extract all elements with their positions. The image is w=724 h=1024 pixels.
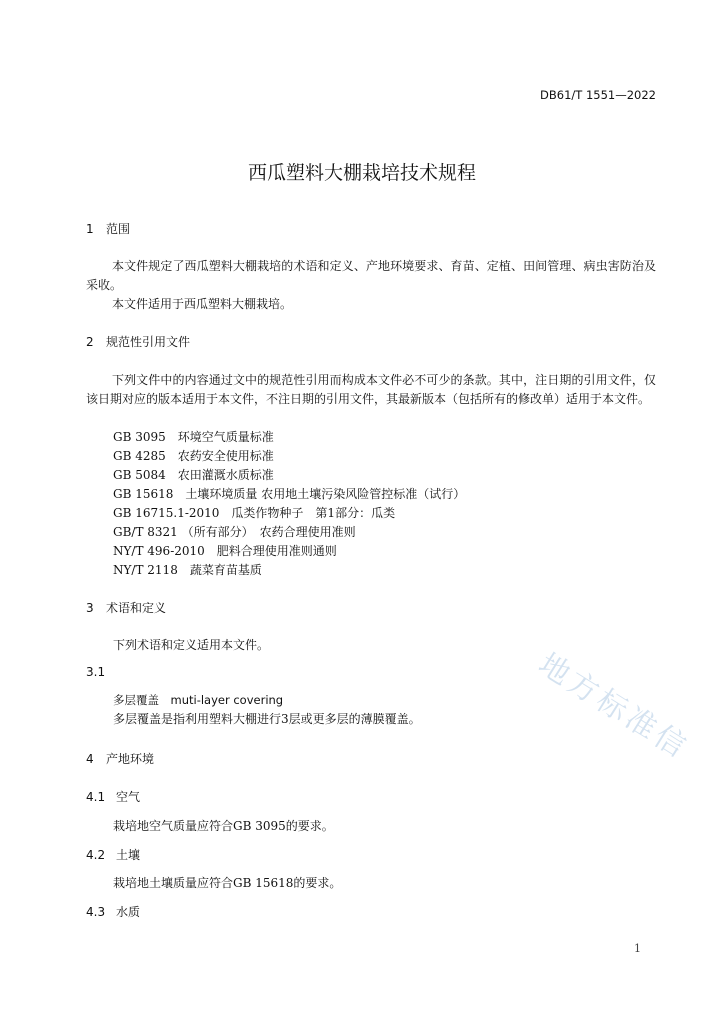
subsection-3-1-number: 3.1 — [86, 665, 106, 679]
document-code: DB61/T 1551—2022 — [540, 88, 656, 102]
section-1-paragraph-2: 本文件适用于西瓜塑料大棚栽培。 — [112, 297, 293, 311]
term-definition: 多层覆盖是指利用塑料大棚进行3层或更多层的薄膜覆盖。 — [113, 712, 421, 726]
document-title: 西瓜塑料大棚栽培技术规程 — [247, 162, 476, 184]
term-heading: 多层覆盖 muti-layer covering — [113, 693, 284, 707]
reference-item: NY/T 2118 蔬菜育苗基质 — [113, 563, 262, 577]
section-title: 产地环境 — [106, 752, 155, 766]
subsection-number: 4.3 — [86, 905, 106, 919]
reference-item: NY/T 496-2010 肥料合理使用准则通则 — [113, 544, 337, 558]
section-title: 规范性引用文件 — [106, 335, 191, 349]
subsection-4-1-heading — [86, 788, 140, 805]
subsection-4-1-text: 栽培地空气质量应符合GB 3095的要求。 — [113, 819, 334, 833]
section-number: 2 — [86, 335, 94, 349]
section-number: 1 — [86, 222, 94, 236]
section-1-paragraph-1: 本文件规定了西瓜塑料大棚栽培的术语和定义、产地环境要求、育苗、定植、田间管理、病虫害防治及采收。 — [86, 259, 656, 292]
subsection-title: 空气 — [116, 790, 141, 804]
section-4-heading — [86, 750, 154, 767]
section-2-paragraph-1: 下列文件中的内容通过文中的规范性引用而构成本文件必不可少的条款。其中，注日期的引用文件，仅该日期对应的版本适用于本文件，不注日期的引用文件，其最新版本（包括所有的修改单）适用于本文件。 — [86, 373, 656, 406]
section-number: 3 — [86, 601, 94, 615]
subsection-title: 土壤 — [116, 848, 141, 862]
reference-item: GB 15618 土壤环境质量 农用地土壤污染风险管控标准（试行） — [113, 487, 466, 501]
subsection-number: 4.1 — [86, 790, 106, 804]
subsection-4-3-heading — [86, 903, 140, 920]
watermark: 地方标准信 — [532, 646, 695, 767]
reference-item: GB 16715.1-2010 瓜类作物种子 第1部分：瓜类 — [113, 506, 396, 520]
reference-item: GB 4285 农药安全使用标准 — [113, 449, 274, 463]
section-2-heading — [86, 333, 190, 350]
section-title: 术语和定义 — [106, 601, 167, 615]
subsection-number: 4.2 — [86, 848, 106, 862]
reference-item: GB/T 8321 （所有部分） 农药合理使用准则 — [113, 525, 356, 539]
reference-item: GB 5084 农田灌溉水质标准 — [113, 468, 274, 482]
section-3-paragraph-1: 下列术语和定义适用本文件。 — [113, 638, 270, 652]
reference-item: GB 3095 环境空气质量标准 — [113, 430, 274, 444]
section-title: 范围 — [106, 222, 131, 236]
page-number: 1 — [634, 942, 641, 955]
subsection-4-2-heading — [86, 846, 140, 863]
subsection-4-2-text: 栽培地土壤质量应符合GB 15618的要求。 — [113, 876, 342, 890]
section-3-heading — [86, 599, 166, 616]
subsection-title: 水质 — [116, 905, 141, 919]
section-1-heading — [86, 220, 130, 237]
section-number: 4 — [86, 752, 94, 766]
